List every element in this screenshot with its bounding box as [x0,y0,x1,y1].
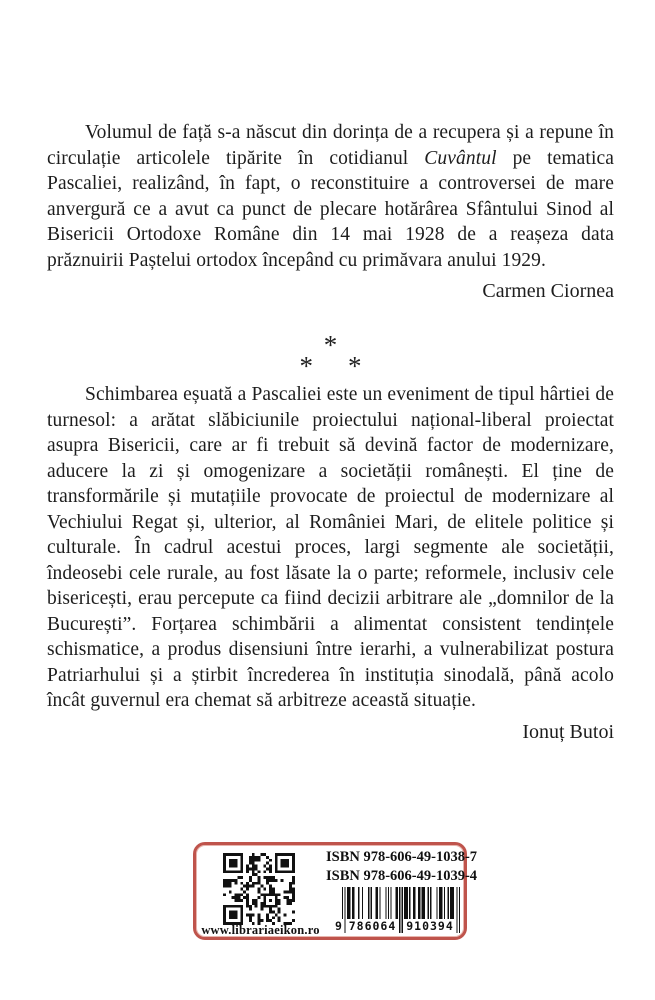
barcode-digit-first: 9 [335,919,342,933]
asterisk-icon: * [299,351,313,381]
barcode-digits-left-group: 786064 [348,919,397,933]
isbn-number-1: ISBN 978-606-49-1038-7 [326,849,478,865]
publisher-sticker [193,842,478,940]
excerpt-author-1: Carmen Ciornea [482,280,614,302]
asterisk-separator [291,332,371,382]
excerpt-author-2: Ionuț Butoi [522,720,614,743]
asterisk-icon: * [323,330,338,360]
barcode-digits-right-group: 910394 [404,919,456,933]
excerpt-1-text-before: Volumul de față s-a născut din dorința de a recupera și a repune în circulație articolele tipărite în cotidianul [47,122,614,169]
newspaper-title-italic: Cuvântul [424,147,497,169]
excerpt-paragraph-1 [47,120,614,273]
website-url: www.librariaeikon.ro [201,923,320,937]
excerpt-paragraph-2: Schimbarea eșuată a Pascaliei este un eveniment de tipul hârtiei de turnesol: a arătat slăbiciunile proiectului național-liberal proiectat asupra Bisericii, care ar fi trebuit să devină factor de modernizare, aducere la zi și omogenizare a societății românești. El ține de transformările și mutațiile provocate de proiectul de modernizare al Vechiului Regat și, ulterior, al României Mari, de elitele politice și culturale. În cadrul acestui proces, largi segmente ale societății, îndeosebi cele rurale, au fost lăsate la o parte; reformele, inclusiv cele bisericești, erau percepute ca fiind decizii arbitrare ale „domnilor de la București”. Forțarea schimbării a alimentat consistent tendințele schismatice, a produs disensiuni între ierarhi, a vulnerabilizat postura Patriarhului și a știrbit încrederea în instituția sinodală, până acolo încât guvernul era chemat să arbitreze această situație. [47,384,614,711]
asterisk-icon: * [348,351,362,381]
excerpt-1-text-after: pe tematica Pascaliei, realizând, în fapt, o reconstituire a controversei de mare anvergură ce a avut ca punct de plecare hotărârea Sfântului Sinod al Bisericii Ortodoxe Române din 14 mai 1928 de a reașeza data prăznuirii Paștelui ortodox începând cu primăvara anului 1929. [47,147,614,271]
ean-barcode [336,887,462,935]
qr-code-icon [223,853,295,925]
isbn-number-2: ISBN 978-606-49-1039-4 [326,868,478,884]
isbn-block [326,848,478,886]
